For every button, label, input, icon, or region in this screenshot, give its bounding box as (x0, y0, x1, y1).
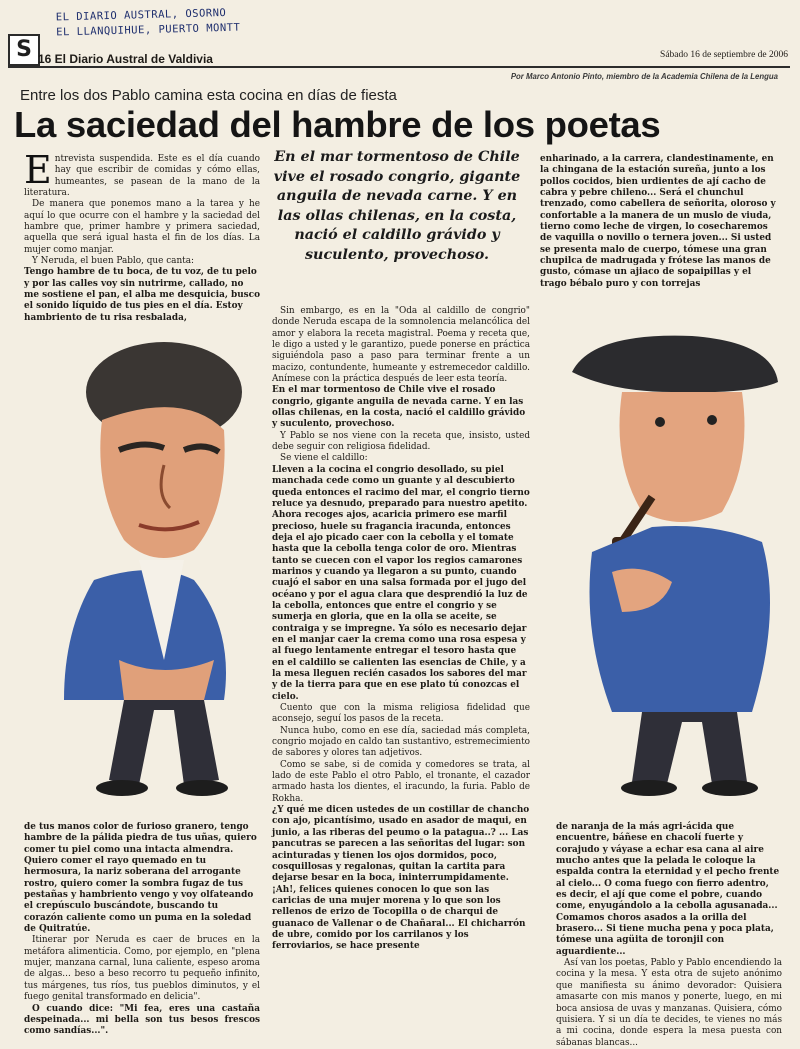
paragraph: Y Pablo se nos viene con la receta que, insisto, usted debe seguir con religiosa fidelidad. (272, 430, 530, 453)
paragraph: Cuento que con la misma religiosa fidelidad que aconsejo, seguí los pasos de la receta. (272, 703, 530, 725)
column-1-bottom (24, 822, 260, 1038)
header-rule (8, 66, 790, 68)
page-label: 16 El Diario Austral de Valdivia (38, 52, 213, 66)
paragraph: O cuando dice: "Mi fea, eres una castaña despeinada... mi bella son tus besos frescos como sandías...". (24, 1003, 260, 1037)
headline: La saciedad del hambre de los poetas (14, 104, 661, 145)
poem-verse: ¿Y qué me dicen ustedes de un costillar de chancho con ajo, picantísimo, usado en asador de maqui, en junio, a las riberas del peumo o la patagua..? ... Las pancutras se parecen a las señoritas del lugar: son acinturadas y tienen los ojos dormidos, poco, cosquillosas y regalonas, quitan la cartita para dejarse besar en la boca, ininterrumpidamente. ¡Ah!, felices quienes conocen lo que son las caricias de una mujer morena y lo que son los rellenos de erizo de Tocopilla o de charqui de guanaco de Vallenar o de Chañaral... El chicharrón de ubre, comido por los carrilanos y los ferroviarios, se hace presente (272, 805, 530, 952)
column-2 (272, 306, 530, 953)
poem-verse: de tus manos color de furioso granero, tengo hambre de la pálida piedra de tus uñas, quiero comer tu piel como una intacta almendra. Quiero comer el rayo quemado en tu hermosura, la nariz soberana del arrogante rostro, quiero comer la sombra fugaz de tus pestañas y hambriento vengo y voy olfateando el crepúsculo buscándote, buscando tu corazón caliente como un puma en la soledad de Quitratúe. (24, 822, 257, 935)
paragraph: Como se sabe, si de comida y comedores se trata, al lado de este Pablo el otro Pablo, el tronante, el cazador armado hasta los dientes, el iracundo, la furia. Pablo de Rokha. (272, 759, 530, 804)
drop-cap: E (24, 148, 52, 192)
byline: Por Marco Antonio Pinto, miembro de la Academia Chilena de la Lengua (510, 72, 778, 81)
handwritten-line-1: EL DIARIO AUSTRAL, OSORNO (55, 6, 227, 24)
column-1-top (24, 148, 261, 324)
paragraph: Itinerar por Neruda es caer de bruces en la metáfora alimenticia. Como, por ejemplo, en "plena mujer, manzana carnal, luna caliente, espeso aroma de algas... beso a beso recorro tu pequeño infinito, tus márgenes, tus ríos, tus pueblos diminutos, y el fuego genital transformado en delicia". (24, 935, 260, 1003)
illustration-de-rokha (552, 312, 790, 812)
poem-verse: Lleven a la cocina el congrio desollado, su piel manchada cede como un guante y al descubierto queda entonces el racimo del mar, el congrio tierno reluce ya desnudo, preparado para nuestro apetito. Ahora recoges ajos, acaricia primero ese marfil precioso, huele su fragancia iracunda, entonces deja el ajo picado caer con la cebolla y el tomate hasta que la cebolla tenga color de oro. Mientras tanto se cuecen con el vapor los regios camarones marinos y cuando ya llegaron a su punto, cuando cuajó el sabor en una salsa formada por el jugo del océano y por el agua clara que desprendió la luz de la cebolla, entonces que entre el congrio y se sumerja en gloria, que en la olla se aceite, se contraiga y se impregne. Ya sólo es necesario dejar en el manjar caer la crema como una rosa espesa y al fuego lentamente entregar el tesoro hasta que en el caldillo se calienten las esencias de Chile, y a la mesa lleguen recién casados los sabores del mar y de la tierra para que en ese plato tú conozcas el cielo. (272, 464, 530, 702)
poem-verse: Tengo hambre de tu boca, de tu voz, de tu pelo y por las calles voy sin nutrirme, callado, no me sostiene el pan, el alba me desquicia, busco el sonido líquido de tus pies en el día. Estoy hambriento de tu risa resbalada, (24, 267, 261, 323)
paragraph: Se viene el caldillo: (280, 453, 368, 464)
paragraph: Nunca hubo, como en ese día, saciedad más completa, congrio mojado en caldo tan sustantivo, estremecimiento de sabores y olores tan adjetivos. (272, 725, 531, 759)
handwritten-annotation (56, 6, 241, 41)
section-logo-icon: S (8, 34, 40, 66)
illustration-neruda (24, 330, 264, 810)
column-3-bottom (556, 822, 782, 1049)
poem-verse: de naranja de la más agri-ácida que encuentre, báñese en chacolí fuerte y corajudo y váyase a echar esa cana al aire mucho antes que la pelada le coloque la espalda contra la eternidad y el pecho frente al cielo... O coma fuego con fierro adentro, es decir, el ají que come el pobre, cuando come, enyugándolo a la cebolla agusanada... Comamos choros asados a la orilla del brasero... Si tiene mucha pena y poca plata, tómese una agüita de toronjil con aguardiente... (556, 822, 780, 957)
issue-date: Sábado 16 de septiembre de 2006 (660, 50, 788, 60)
paragraph: Sin embargo, es en la "Oda al caldillo de congrio" donde Neruda escapa de la somnolencia melancólica del amor y elabora la receta magistral. Poema y receta que, le digo a usted y le garantizo, puede ponerse en práctica siguiéndola paso a paso para terminar frente a un macizo, contundente, humeante y estremecedor caldillo. Anímese con la práctica después de leer esta teoría. (272, 306, 530, 385)
paragraph: De manera que ponemos mano a la tarea y he aquí lo que ocurre con el hambre y la saciedad del hambre que, primer hambre y primera saciedad, aquella que será igual hasta el fin de los días. La mujer como manjar. (24, 199, 260, 255)
poem-verse: enharinado, a la carrera, clandestinamente, en la chingana de la estación sureña, junto a los pollos cocidos, bien urdientes de ají cacho de cabra y pebre chileno... Será el chunchul trenzado, como cabellera de señorita, oloroso y confortable a la manera de un muslo de viuda, tierno como leche de virgen, lo cosecharemos de vaquilla o novillo o ternera joven... Si usted se presenta malo de cuerpo, tómese una gran chupilca de madrugada y frótese las manos de gusto, cómase un ajiaco de sopaipillas y el trago bébalo puro y con torrejas (540, 154, 776, 289)
poem-verse: En el mar tormentoso de Chile vive el rosado congrio, gigante anguila de nevada carne. Y en las ollas chilenas, en la costa, nació el caldillo grávido y suculento, provechoso. (272, 385, 526, 430)
column-3-top (540, 154, 778, 290)
handwritten-line-2: EL LLANQUIHUE, PUERTO MONTT (56, 21, 241, 39)
kicker: Entre los dos Pablo camina esta cocina en días de fiesta (20, 87, 397, 104)
pull-quote: En el mar tormentoso de Chile vive el rosado congrio, gigante anguila de nevada carne. Y en las ollas chilenas, en la costa, nació el caldillo grávido y suculento, provechoso. (273, 149, 521, 263)
paragraph: Y Neruda, el buen Pablo, que canta: (32, 256, 195, 267)
paragraph: Así van los poetas, Pablo y Pablo encendiendo la cocina y la mesa. Y esta otra de sujeto anónimo que manifiesta su ánimo devorador: Quisiera amasarte con mis manos y ponerte, luego, en mi boca ansiosa de uvas y manzanas. Quisiera, cómo quisiera. Y si un día te decides, te vienes no más a mi cocina, donde espera la mesa puesta con sábanas blancas... (556, 958, 782, 1048)
intro-paragraph: ntrevista suspendida. Este es el día cuando hay que escribir de comidas y cómo ellas, humeantes, se pasean de la mano de la literatura. (24, 154, 260, 199)
